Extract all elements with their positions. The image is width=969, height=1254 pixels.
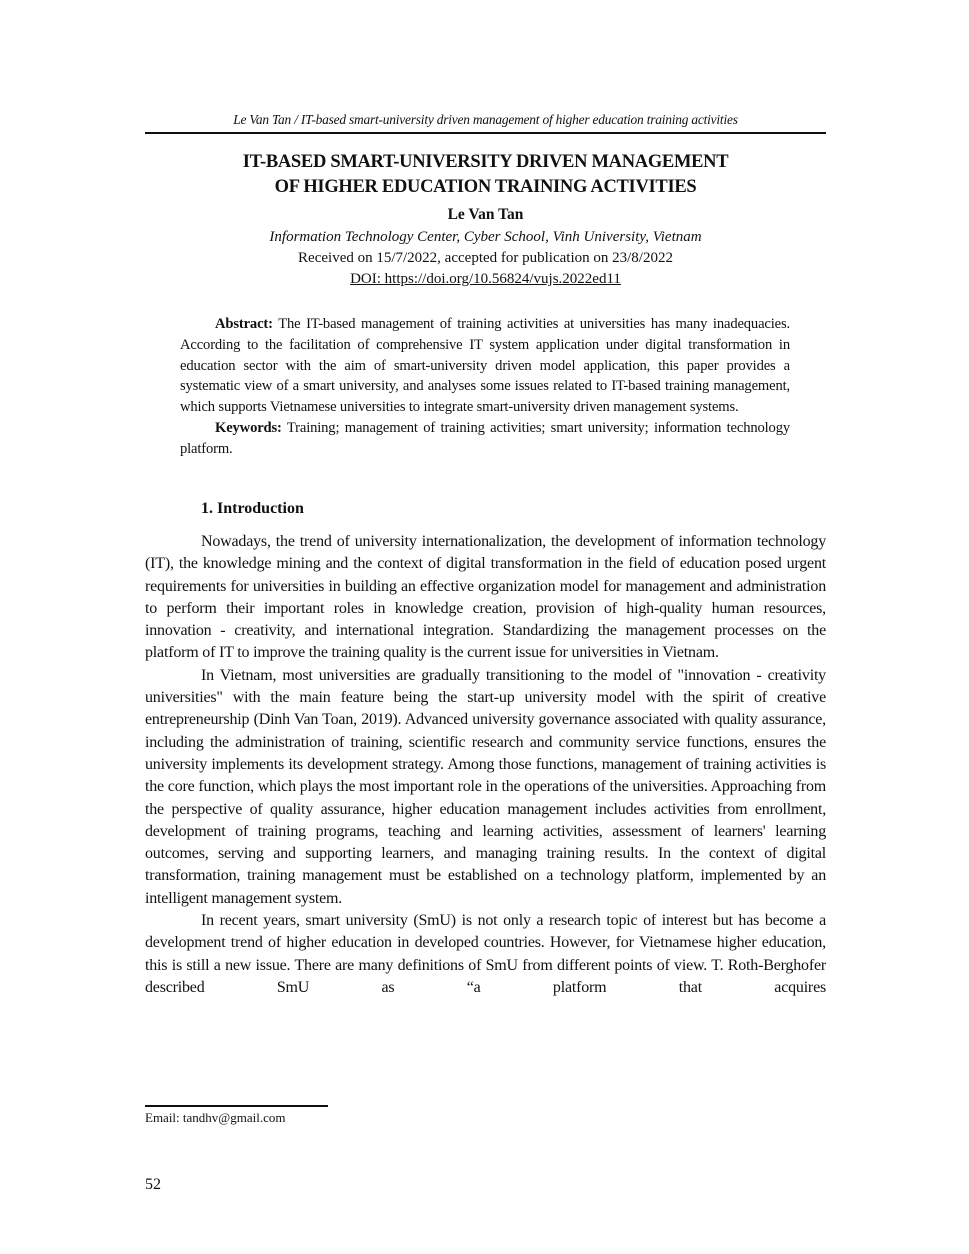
author-affiliation: Information Technology Center, Cyber School, Vinh University, Vietnam [269,229,702,245]
abstract-text: The IT-based management of training activities at universities has many inadequacies. According to the facilitation of comprehensive IT system application under digital transformation in education sector with the aim of smart-university driven model application, this paper provides a systematic view of a smart university, and analyses some issues related to IT-based training management, which supports Vietnamese universities to integrate smart-university driven management systems. [180,316,790,416]
doi-line[interactable] [145,271,826,288]
received-dates: Received on 15/7/2022, accepted for publication on 23/8/2022 [298,250,673,266]
page-number: 52 [145,1176,161,1193]
abstract-paragraph [180,314,790,418]
body-paragraph: In recent years, smart university (SmU) is not only a research topic of interest but has become a development trend of higher education in developed countries. However, for Vietnamese higher education, this is still a new issue. There are many definitions of SmU from different points of view. T. Roth-Berghofer described SmU as “a platform that acquires [145,912,826,996]
author-name: Le Van Tan [447,206,524,223]
body-text [145,531,826,999]
footnote-rule [145,1105,328,1107]
keywords-label: Keywords: [215,419,282,436]
abstract-label: Abstract: [215,316,273,332]
header-rule [145,132,826,134]
body-paragraph: Nowadays, the trend of university internationalization, the development of information technology (IT), the knowledge mining and the context of digital transformation in the field of education posed urgent requirements for universities in building an effective organization model for management and administration to perform their important roles in knowledge creation, provision of high-quality human resources, innovation - creativity, and international integration. Standardizing the management processes on the platform of IT to improve the training quality is the current issue for universities in Vietnam. [145,533,826,662]
body-paragraph: In Vietnam, most universities are gradually transitioning to the model of "innovation - creativity universities" with the main feature being the start-up university model with the spirit of creative entrepreneurship (Dinh Van Toan, 2019). Advanced university governance associated with quality assurance, including the administration of training, scientific research and community service functions, ensures the university implements its development strategy. Among those functions, management of training activities is the core function, which plays the most important role in the operations of the universities. Approaching from the perspective of quality assurance, higher education management includes activities from enrollment, development of training programs, teaching and learning activities, assessment of learners' learning outcomes, serving and supporting learners, and managing training results. In the context of digital transformation, training management must be established on a technology platform, implemented by an intelligent management system. [145,666,826,907]
keywords-text: Training; management of training activities; smart university; information technology platform. [180,419,790,457]
running-head: Le Van Tan / IT-based smart-university driven management of higher education training activities [233,112,738,127]
paper-title [145,150,826,200]
section-heading: 1. Introduction [201,500,304,517]
title-line-2: OF HIGHER EDUCATION TRAINING ACTIVITIES [274,177,697,197]
doi-link[interactable]: DOI: https://doi.org/10.56824/vujs.2022ed11 [350,271,621,287]
keywords-paragraph [180,418,790,460]
abstract-block [180,314,790,460]
title-line-1: IT-BASED SMART-UNIVERSITY DRIVEN MANAGEMENT [242,152,729,172]
footnote-email: Email: tandhv@gmail.com [145,1110,286,1125]
